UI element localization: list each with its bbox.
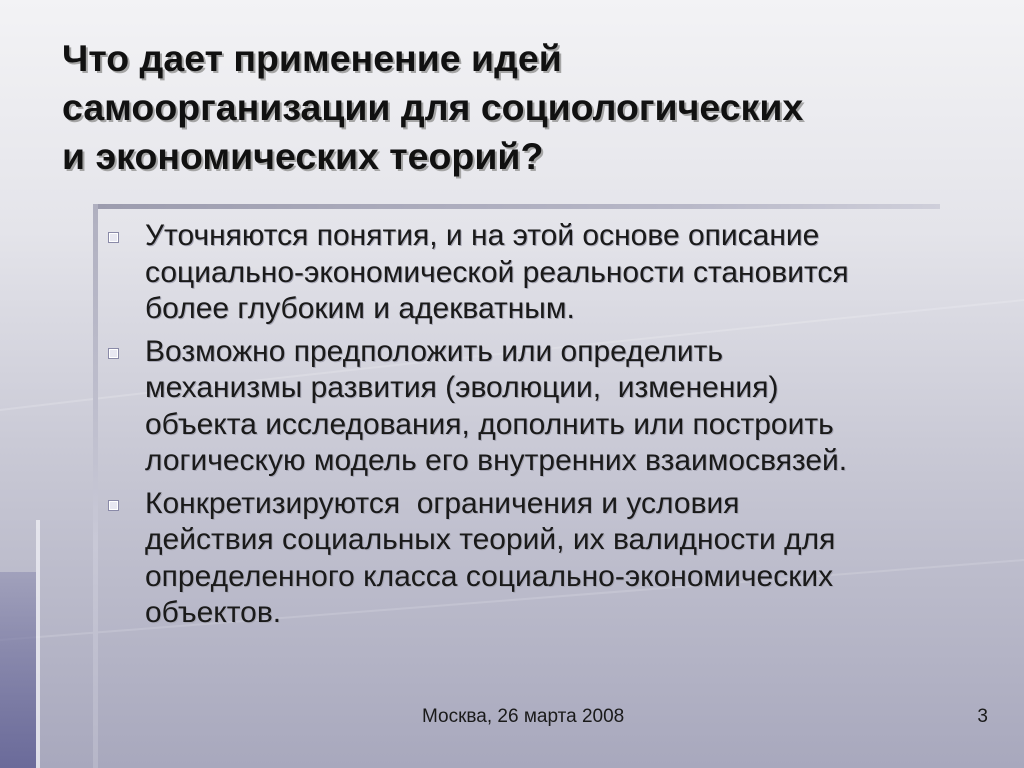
bullet-item [108,486,988,632]
bullet-text [145,218,988,328]
content-frame-left-line [93,204,98,768]
bullet-text-line: социально-экономической реальности становится [145,255,849,289]
bullet-text-line: Уточняются понятия, и на этой основе описание [145,219,820,252]
bullet-text [145,334,988,480]
bullet-text-line: механизмы развития (эволюции, изменения) [145,371,779,404]
slide-number: 3 [977,706,988,727]
slide-title-line: Что дает применение идей [62,37,562,79]
bullet-text-line: объектов. [145,596,282,629]
bullet-text-line: Конкретизируются ограничения и условия [145,486,740,520]
square-bullet-icon [108,348,119,359]
square-bullet-icon [108,500,119,511]
bullet-text-line: объекта исследования, дополнить или построить [145,407,834,441]
bullet-text-line: определенного класса социально-экономических [145,559,834,593]
bullet-text-line: логическую модель его внутренних взаимосвязей. [145,444,848,477]
bullet-list [108,218,988,638]
square-bullet-icon [108,232,119,243]
slide-title-line: и экономических теорий? [62,135,544,177]
slide-title-line: самоорганизации для социологических [62,86,804,128]
bullet-text-line: более глубоким и адекватным. [145,292,575,325]
footer-date: Москва, 26 марта 2008 [422,706,625,727]
slide-title [62,34,992,181]
decorative-left-bar [0,572,36,768]
bullet-text [145,486,988,632]
decorative-left-line [36,520,40,768]
bullet-text-line: Возможно предположить или определить [145,334,724,368]
bullet-text-line: действия социальных теорий, их валидности для [145,523,836,556]
bullet-item [108,218,988,328]
content-frame-top-line [93,204,940,209]
bullet-item [108,334,988,480]
